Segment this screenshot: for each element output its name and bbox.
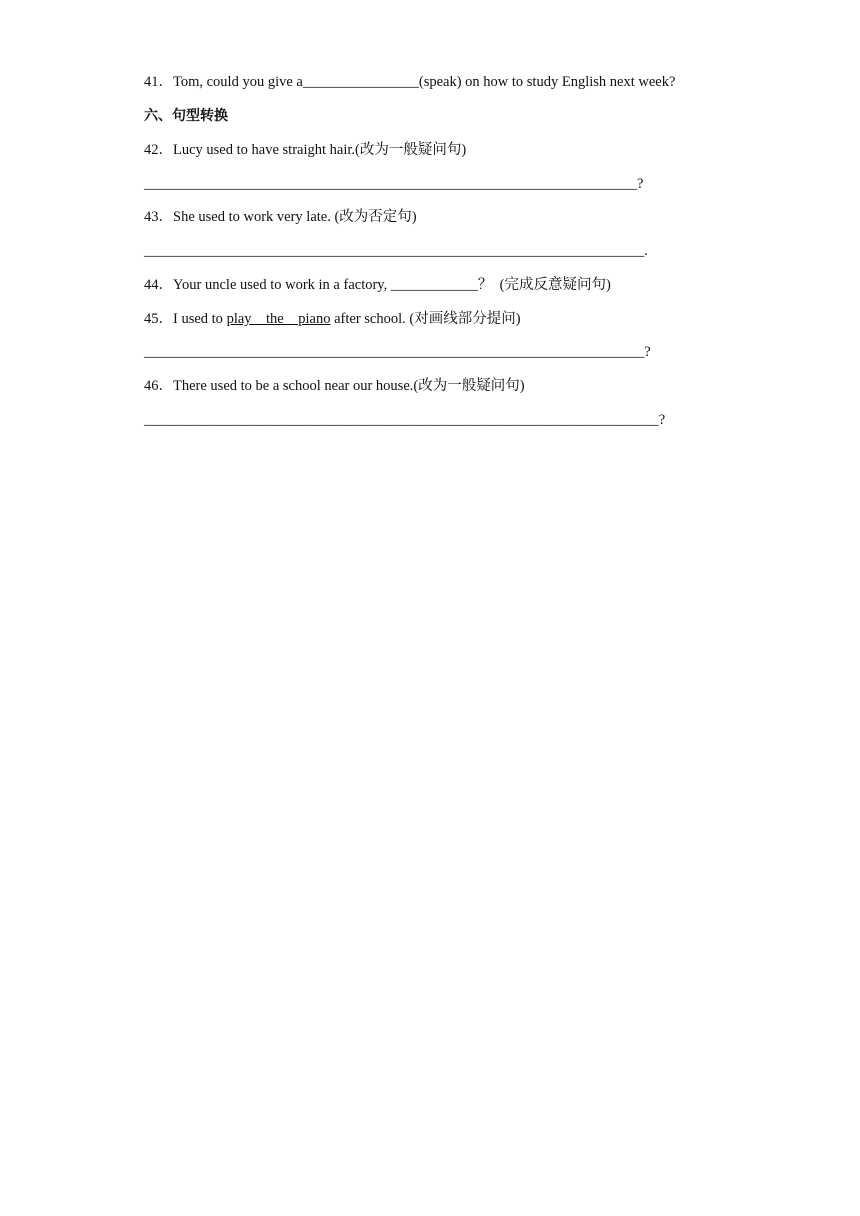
question-42 bbox=[144, 140, 466, 160]
question-number: 46． bbox=[144, 378, 173, 394]
question-number: 44． bbox=[144, 277, 173, 293]
answer-line-46[interactable]: _______________________________________________________________________? bbox=[144, 412, 666, 428]
question-text: There used to be a school near our house.(改为一般疑问句) bbox=[173, 378, 525, 394]
answer-line-45[interactable]: _____________________________________________________________________? bbox=[144, 344, 651, 360]
section-title: 六、句型转换 bbox=[144, 108, 228, 124]
question-number: 41． bbox=[144, 74, 173, 90]
question-text: Lucy used to have straight hair.(改为一般疑问句) bbox=[173, 142, 467, 158]
question-suffix: after school. (对画线部分提问) bbox=[330, 311, 521, 327]
question-43 bbox=[144, 207, 417, 227]
question-text: Your uncle used to work in a factory, ____________？ (完成反意疑问句) bbox=[173, 277, 611, 293]
question-text: She used to work very late. (改为否定句) bbox=[173, 209, 417, 225]
answer-line-43[interactable]: _____________________________________________________________________. bbox=[144, 243, 648, 259]
question-text: Tom, could you give a________________(speak) on how to study English next week? bbox=[173, 74, 676, 90]
answer-line-42[interactable]: ____________________________________________________________________? bbox=[144, 176, 644, 192]
question-44 bbox=[144, 275, 611, 295]
underlined-phrase: play the piano bbox=[226, 311, 331, 327]
question-number: 43． bbox=[144, 209, 173, 225]
question-41 bbox=[144, 72, 675, 92]
question-45 bbox=[144, 309, 521, 329]
question-number: 45． bbox=[144, 311, 173, 327]
question-46 bbox=[144, 376, 525, 396]
question-number: 42． bbox=[144, 142, 173, 158]
question-prefix: I used to bbox=[173, 311, 227, 327]
